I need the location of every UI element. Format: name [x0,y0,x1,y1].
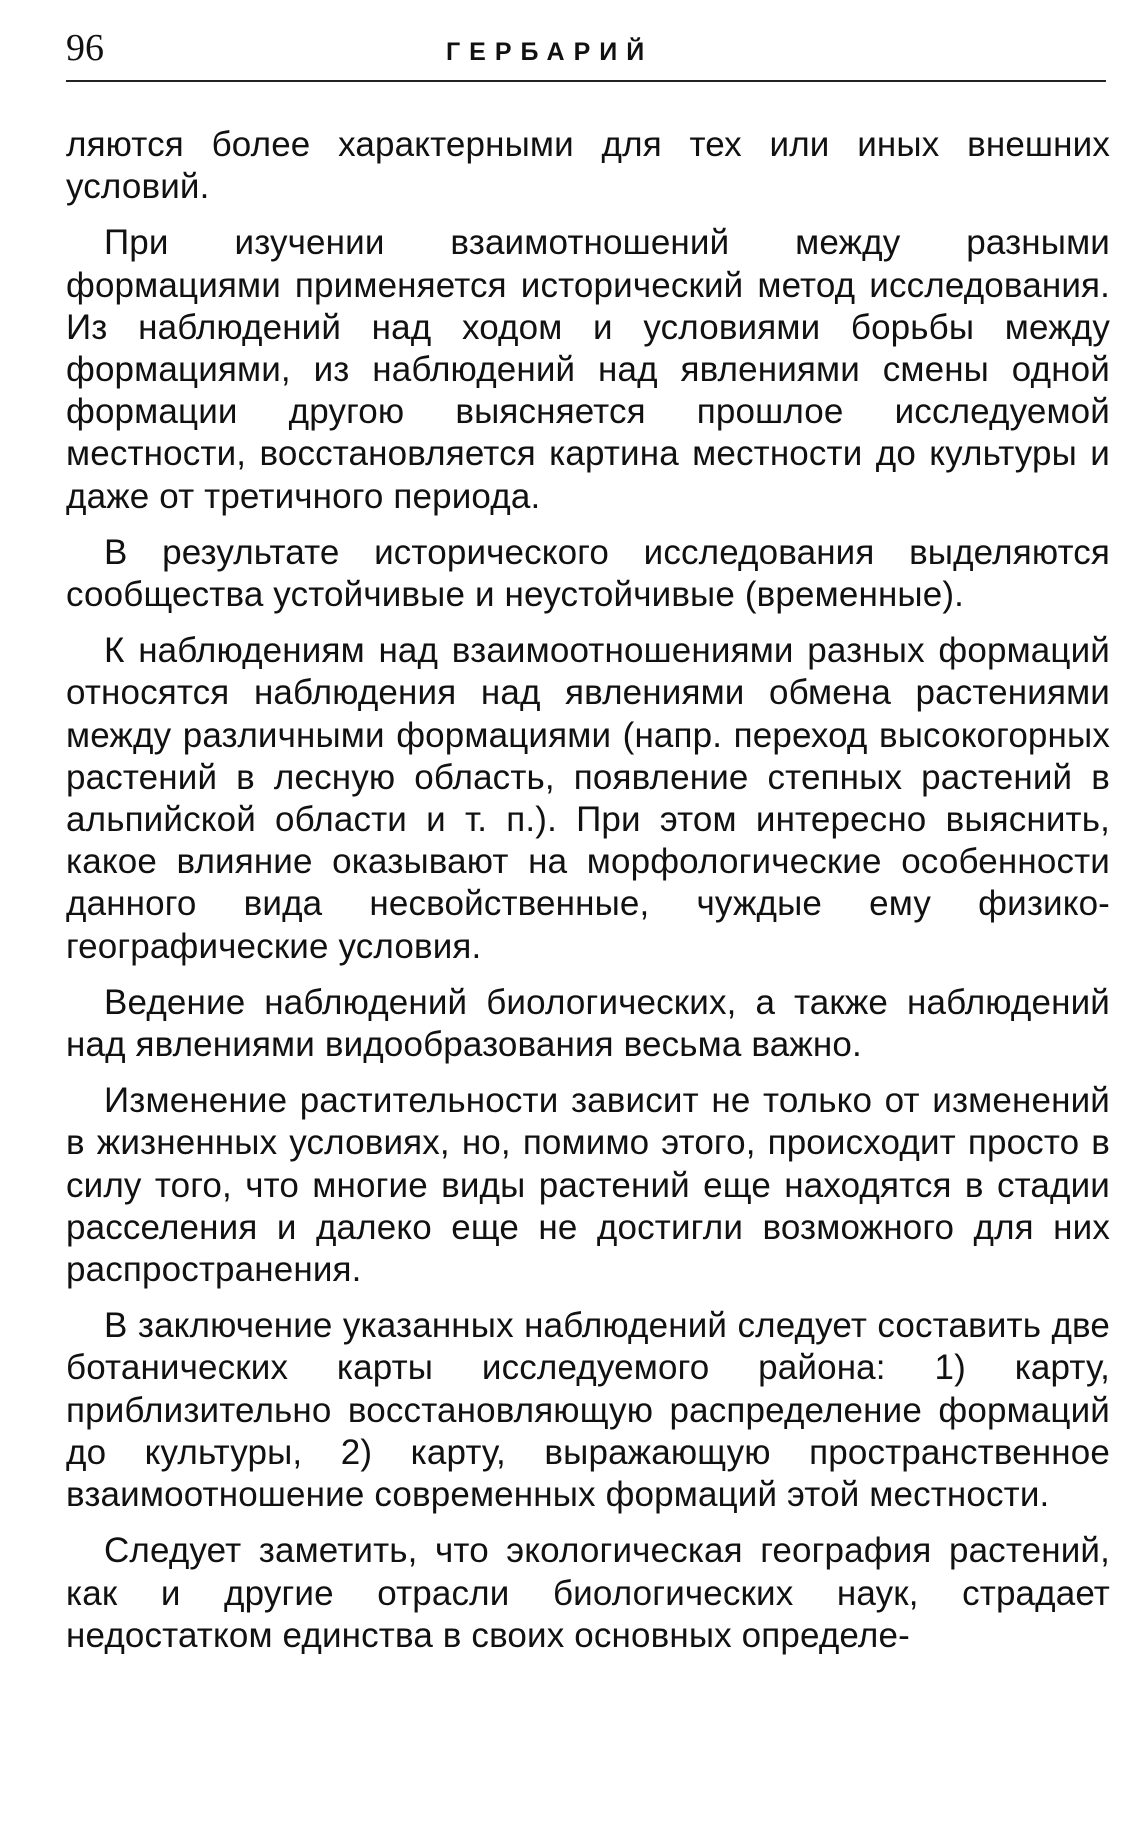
paragraph-historical-method: При изучении взаимотношений между разными формациями применяется исторический метод исследования. Из наблюдений над ходом и условиями борьбы между формациями, из наблюдений над явлениями смены одной формации другою выясняется прошлое исследуемой местности, восстановляется картина местности до культуры и даже от третичного периода. [66,223,1110,516]
page-header [66,22,1106,80]
paragraph-biological-observations: Ведение наблюдений биологических, а также наблюдений над явлениями видообразования весьма важно. [66,982,1110,1065]
paragraph-vegetation-change: Изменение растительности зависит не только от изменений в жизненных условиях, но, помимо этого, происходит просто в силу того, что многие виды растений еще находятся в стадии расселения и далеко еще не достигли возможного для них распространения. [66,1081,1110,1290]
header-rule [66,80,1106,82]
paragraph-communities: В результате исторического исследования выделяются сообщества устойчивые и неустойчивые (временные). [66,532,1110,615]
paragraph-botanical-maps: В заключение указанных наблюдений следует составить две ботанических карты исследуемого района: 1) карту, приблизительно восстановляющую распределение формаций до культуры, 2) карту, выражающую пространственное взаимоотношение современных формаций этой местности. [66,1306,1110,1515]
running-title: ГЕРБАРИЙ [446,38,654,66]
body-text [66,124,1110,1671]
paragraph-ecological-geography: Следует заметить, что экологическая география растений, как и другие отрасли биологических наук, страдает недостатком единства в своих основных определе- [66,1531,1110,1655]
page-number: 96 [66,27,104,69]
paragraph-continuation: ляются более характерными для тех или иных внешних условий. [66,125,1110,207]
paragraph-plant-exchange: К наблюдениям над взаимоотношениями разных формаций относятся наблюдения над явлениями обмена растениями между различными формациями (напр. переход высокогорных растений в лесную область, появление степных растений в альпийской области и т. п.). При этом интересно выяснить, какое влияние оказывают на морфологические особенности данного вида несвойственные, чуждые ему физико-географические условия. [66,631,1110,966]
